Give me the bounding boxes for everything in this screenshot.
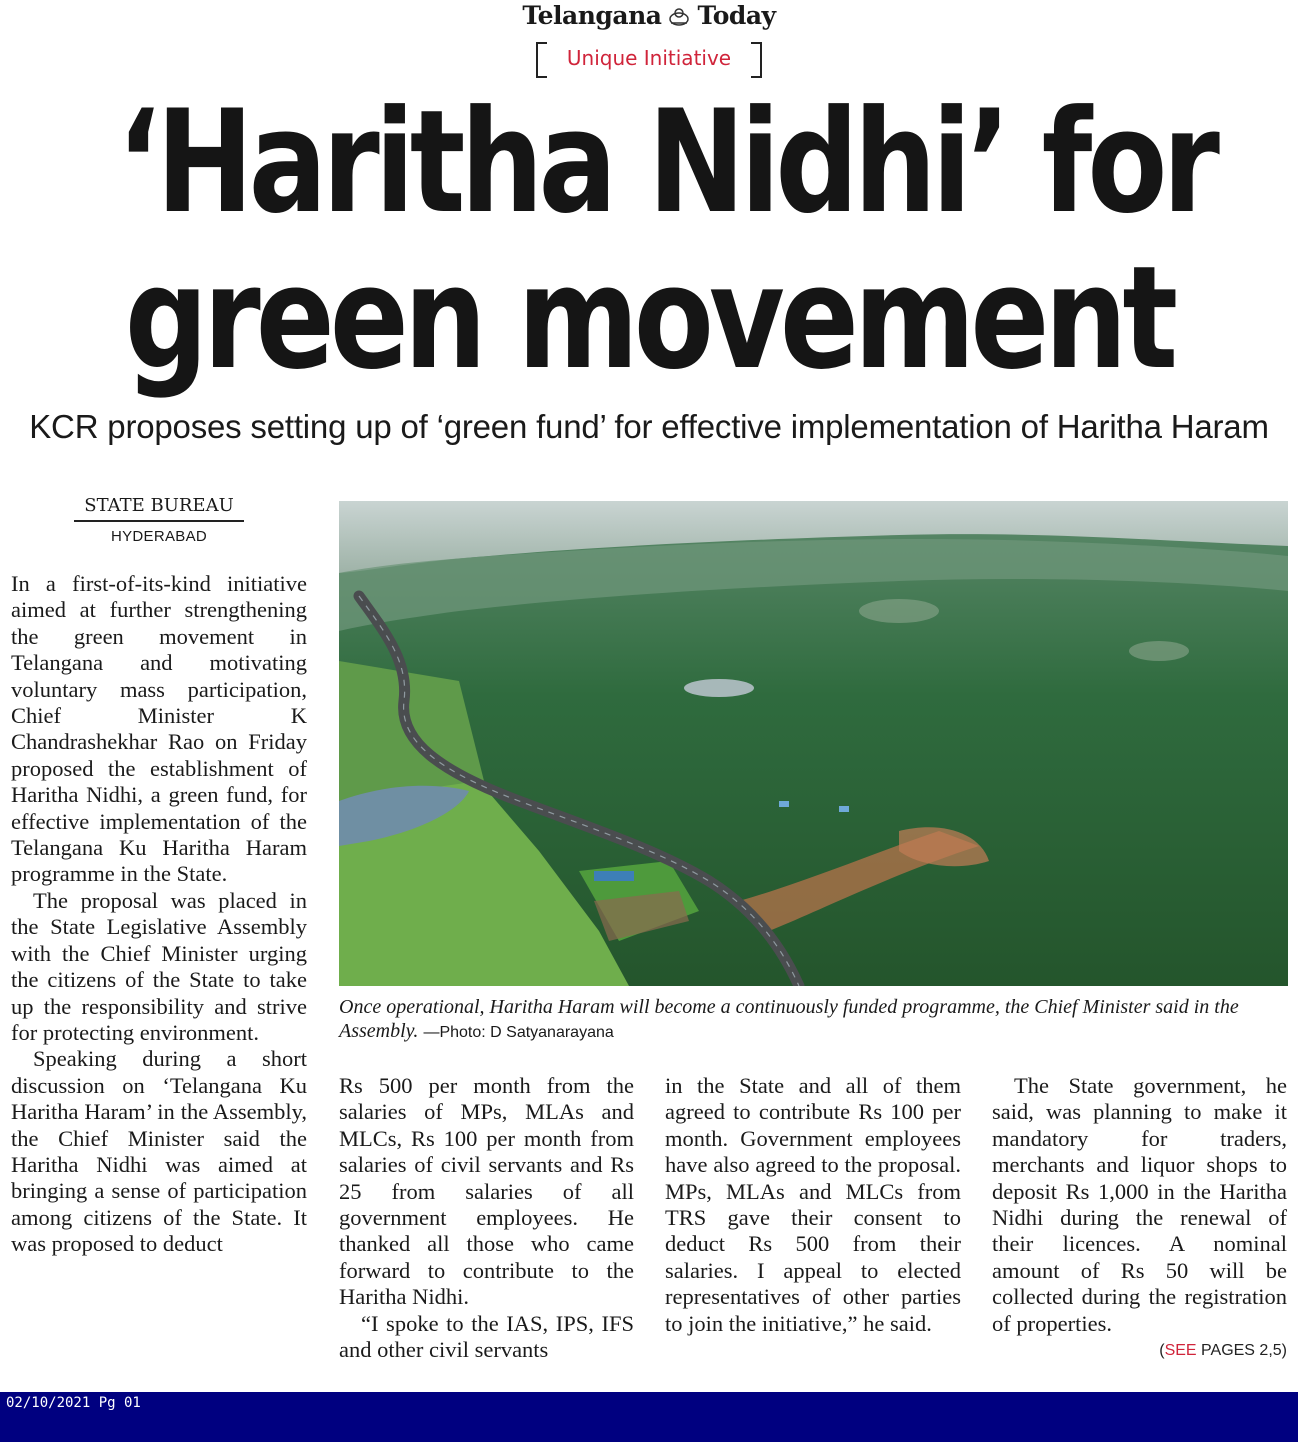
kicker-text: Unique Initiative [566, 46, 732, 70]
byline-bureau: STATE BUREAU [74, 494, 244, 522]
footer-date-page: 02/10/2021 Pg 01 [6, 1395, 141, 1411]
aerial-forest-illustration [339, 501, 1288, 986]
see-pages-reference [1159, 1342, 1287, 1360]
see-open-paren: ( [1159, 1342, 1165, 1359]
kicker-bracket-right [751, 42, 762, 78]
article-paragraph: Speaking during a short discussion on ‘Telangana Ku Haritha Haram’ in the Assembly, the Chief Minister said the Haritha Nidhi was aimed at bringing a sense of participation among citizens of the State. It was proposed to deduct [11, 1046, 307, 1257]
headline-line-2: green movement [124, 236, 1174, 401]
kicker-bracket-left [536, 42, 547, 78]
article-paragraph: Rs 500 per month from the salaries of MPs, MLAs and MLCs, Rs 100 per month from salaries of civil servants and Rs 25 from salaries of all government employees. He thanked all those who came forward to contribute to the Haritha Nidhi. [339, 1073, 634, 1310]
article-paragraph: in the State and all of them agreed to contribute Rs 100 per month. Government employees have also agreed to the proposal. MPs, MLAs and MLCs from TRS gave their consent to deduct Rs 500 from their salaries. I appeal to elected representatives of other parties to join the initiative,” he said. [665, 1073, 961, 1336]
article-column-2 [339, 1073, 634, 1363]
see-word: SEE [1164, 1342, 1197, 1359]
subheadline: KCR proposes setting up of ‘green fund’ for effective implementation of Haritha Haram [29, 408, 1269, 445]
aerial-forest-photo [339, 501, 1288, 986]
see-pages-list: PAGES 2,5) [1201, 1342, 1287, 1359]
article-column-4 [992, 1073, 1287, 1337]
masthead-name-left: Telangana [522, 1, 662, 30]
footer-bar [0, 1392, 1298, 1442]
article-paragraph: The State government, he said, was planning to make it mandatory for traders, merchants and liquor shops to deposit Rs 1,000 in the Haritha Nidhi during the renewal of their licences. A nominal amount of Rs 50 will be collected during the registration of properties. [992, 1073, 1287, 1336]
byline-place: HYDERABAD [110, 528, 208, 545]
masthead-name-right: Today [697, 1, 776, 30]
masthead [0, 0, 1298, 34]
article-paragraph: In a first-of-its-kind initiative aimed at further strengthening the green movement in Telangana and motivating voluntary mass participation, Chief Minister K Chandrashekhar Rao on Friday proposed the establishment of Haritha Nidhi, a green fund, for effective implementation of the Telangana Ku Haritha Haram programme in the State. [11, 571, 307, 887]
newspaper-emblem-icon [668, 6, 690, 26]
article-paragraph: The proposal was placed in the State Legislative Assembly with the Chief Minister urging the citizens of the State to take up the responsibility and strive for protecting environment. [11, 887, 307, 1045]
photo-credit: —Photo: D Satyanarayana [423, 1024, 614, 1041]
byline [74, 494, 244, 545]
article-paragraph: “I spoke to the IAS, IPS, IFS and other civil servants [339, 1310, 634, 1363]
caption-text: Once operational, Haritha Haram will become a continuously funded programme, the Chief Minister said in the Assembly. [339, 996, 1239, 1042]
photo-caption [339, 995, 1284, 1045]
article-column-1 [11, 571, 307, 1258]
section-kicker [536, 40, 762, 78]
headline-line-1: ‘Haritha Nidhi’ for [116, 80, 1215, 245]
article-column-3 [665, 1073, 961, 1337]
